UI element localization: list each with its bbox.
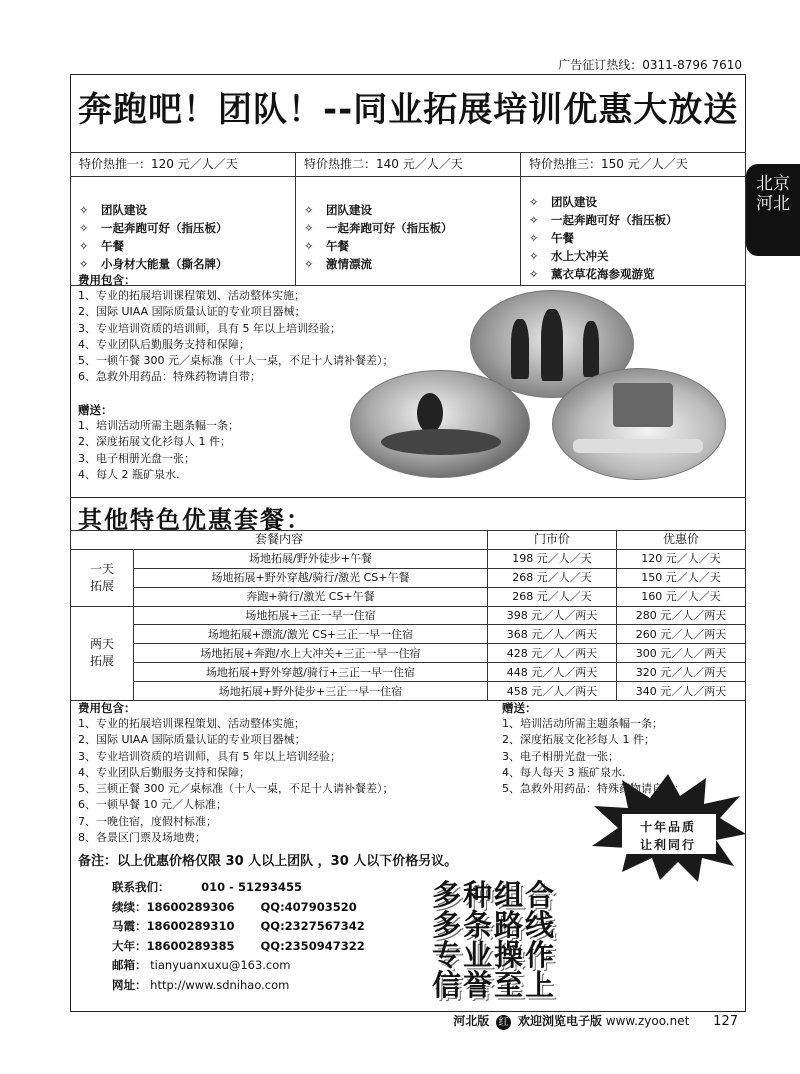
retail-price-cell: 198 元／人／天 <box>488 549 617 568</box>
list-item: 4、专业团队后勤服务支持和保障； <box>78 765 250 779</box>
retail-price-cell: 428 元／人／两天 <box>488 644 617 663</box>
group-name-line: 拓展 <box>89 578 114 593</box>
website-row <box>112 976 365 996</box>
table-row <box>71 644 746 663</box>
list-item: 5、急救外用药品：特殊药物请自带； <box>502 782 685 796</box>
gifts-1-title: 赠送： <box>78 403 113 417</box>
fee-includes-1-title: 费用包含： <box>78 273 136 287</box>
package-item <box>529 211 737 229</box>
website-link[interactable]: http://www.sdnihao.com <box>150 977 290 992</box>
package-item-label: 激情漂流 <box>326 257 372 271</box>
list-item: 8、各景区门票及场地费； <box>78 831 206 845</box>
section-divider <box>70 497 746 498</box>
list-item: 6、一顿早餐 10 元／人标准； <box>78 798 227 812</box>
package-3-header: 特价热推三：150 元／人／天 <box>521 153 746 177</box>
package-1-items <box>71 177 296 286</box>
package-content-cell: 场地拓展+野外穿越/骑行/激光 CS+午餐 <box>134 568 488 587</box>
discount-price-cell: 280 元／人／两天 <box>617 606 746 625</box>
package-2-items <box>296 177 521 286</box>
package-item-label: 水上大冲关 <box>551 249 609 263</box>
discount-price-cell: 340 元／人／两天 <box>617 682 746 701</box>
slogan-line-1: 多种组合 <box>432 878 557 912</box>
list-item: 5、三顿正餐 300 元／桌标准（十人一桌，不足十人请补餐差）； <box>78 782 394 796</box>
sparkle-bullet-icon: ✧ <box>304 239 314 253</box>
package-content-cell: 场地拓展+漂流/激光 CS+三正一早一住宿 <box>134 625 488 644</box>
table-row <box>71 606 746 625</box>
contact-person-tel[interactable]: 18600289310 <box>146 919 235 933</box>
footer-edition: 河北版 <box>453 1014 490 1028</box>
starburst-text <box>610 818 726 854</box>
footer-badge-icon: 红 <box>496 1015 511 1030</box>
page-number: 127 <box>713 1014 738 1029</box>
discount-price-cell: 300 元／人／两天 <box>617 644 746 663</box>
contact-person-qq: QQ:2327567342 <box>260 919 365 933</box>
package-item <box>304 201 512 219</box>
contact-block <box>112 878 365 995</box>
package-item-label: 团队建设 <box>101 203 147 217</box>
sparkle-bullet-icon: ✧ <box>304 221 314 235</box>
sparkle-bullet-icon: ✧ <box>79 257 89 271</box>
footer-site-link[interactable]: www.zyoo.net <box>605 1014 690 1028</box>
col-header-discount: 优惠价 <box>617 531 746 550</box>
contact-person-qq: QQ:407903520 <box>260 899 357 914</box>
sparkle-bullet-icon: ✧ <box>529 231 539 245</box>
fee-includes-2-title: 费用包含： <box>78 701 136 715</box>
gifts-2-title: 赠送： <box>502 701 537 715</box>
package-item-label: 团队建设 <box>326 203 372 217</box>
email-row <box>112 956 365 976</box>
list-item: 4、专业团队后勤服务支持和保障； <box>78 337 250 351</box>
price-note: 备注：以上优惠价格仅限 30 人以上团队 ，30 人以下价格另议。 <box>78 854 458 869</box>
package-item <box>79 237 287 255</box>
region-tab-line-2: 河北 <box>756 194 790 214</box>
package-item <box>529 247 737 265</box>
sparkle-bullet-icon: ✧ <box>529 213 539 227</box>
package-content-cell: 场地拓展/野外徒步+午餐 <box>134 549 488 568</box>
package-content-cell: 场地拓展+野外穿越/骑行+三正一早一住宿 <box>134 663 488 682</box>
list-item: 1、培训活动所需主题条幅一条； <box>502 717 663 730</box>
package-item <box>79 201 287 219</box>
package-item <box>304 255 512 273</box>
contact-person-name: 马霞： <box>112 919 147 933</box>
sparkle-bullet-icon: ✧ <box>304 257 314 271</box>
group-name <box>71 549 134 606</box>
package-item <box>79 219 287 237</box>
list-item: 1、专业的拓展培训课程策划、活动整体实施； <box>78 717 305 730</box>
contact-person-name: 续续： <box>112 899 147 914</box>
package-item-label: 一起奔跑可好（指压板） <box>551 213 678 227</box>
list-item: 1、培训活动所需主题条幅一条； <box>78 419 239 432</box>
package-content-cell: 场地拓展+三正一早一住宿 <box>134 606 488 625</box>
list-item: 4、每人 2 瓶矿泉水. <box>78 467 180 481</box>
website-label: 网址： <box>112 977 147 992</box>
retail-price-cell: 448 元／人／两天 <box>488 663 617 682</box>
list-item: 5、一顿午餐 300 元／桌标准（十人一桌，不足十人请补餐差）； <box>78 354 394 368</box>
slogan-line-3: 专业操作 <box>432 938 557 972</box>
discount-price-cell: 260 元／人／两天 <box>617 625 746 644</box>
page-footer <box>453 1012 738 1030</box>
footer-browse-text: 欢迎浏览电子版 <box>517 1014 602 1028</box>
package-item <box>529 265 737 283</box>
main-title: 奔跑吧！团队！--同业拓展培训优惠大放送 <box>78 90 739 130</box>
retail-price-cell: 268 元／人／天 <box>488 587 617 606</box>
contact-person-row <box>112 917 365 937</box>
discount-price-cell: 150 元／人／天 <box>617 568 746 587</box>
list-item: 2、深度拓展文化衫每人 1 件； <box>78 435 231 449</box>
discount-price-cell: 320 元／人／两天 <box>617 663 746 682</box>
group-name <box>71 606 134 700</box>
list-item: 3、专业培训资质的培训师，具有 5 年以上培训经验； <box>78 321 341 335</box>
contact-phone-row <box>112 878 365 898</box>
contact-person-qq: QQ:2350947322 <box>260 938 365 953</box>
list-item: 6、急救外用药品：特殊药物请自带； <box>78 370 261 384</box>
other-packages-table <box>70 530 746 701</box>
retail-price-cell: 398 元／人／两天 <box>488 606 617 625</box>
starburst-line-2: 让利同行 <box>639 838 696 852</box>
package-item-label: 午餐 <box>101 239 124 253</box>
package-item-label: 午餐 <box>551 231 574 245</box>
package-item <box>304 219 512 237</box>
table-row <box>71 682 746 701</box>
slogan-line-4: 信誉至上 <box>432 968 557 1002</box>
group-name-line: 两天 <box>89 637 114 652</box>
contact-title: 联系我们： <box>112 880 170 894</box>
contact-phone[interactable]: 010 - 51293455 <box>201 880 302 894</box>
region-tab-line-1: 北京 <box>756 174 790 194</box>
sparkle-bullet-icon: ✧ <box>79 221 89 235</box>
slogan-line-2: 多条路线 <box>432 908 557 942</box>
table-row <box>71 663 746 682</box>
discount-price-cell: 160 元／人／天 <box>617 587 746 606</box>
email-link[interactable]: tianyuanxuxu@163.com <box>150 958 291 972</box>
slogan-block <box>432 880 682 1000</box>
table-row <box>71 625 746 644</box>
region-tab <box>746 164 800 256</box>
sparkle-bullet-icon: ✧ <box>529 195 539 209</box>
package-item-label: 一起奔跑可好（指压板） <box>101 221 228 235</box>
special-packages-table <box>70 152 746 286</box>
water-obstacle-photo <box>552 368 726 480</box>
other-packages-title: 其他特色优惠套餐： <box>78 506 312 534</box>
discount-price-cell: 120 元／人／天 <box>617 549 746 568</box>
starburst-line-1: 十年品质 <box>639 820 696 834</box>
package-content-cell: 场地拓展+野外徒步+三正一早一住宿 <box>134 682 488 701</box>
fee-includes-1 <box>78 272 458 386</box>
list-item: 2、国际 UIAA 国际质量认证的专业项目器械； <box>78 305 306 319</box>
fee-includes-2 <box>78 700 498 846</box>
contact-person-tel[interactable]: 18600289306 <box>146 899 235 914</box>
sparkle-bullet-icon: ✧ <box>529 267 539 281</box>
contact-person-tel[interactable]: 18600289385 <box>146 938 235 953</box>
sparkle-bullet-icon: ✧ <box>529 249 539 263</box>
package-item-label: 小身材大能量（撕名牌） <box>101 257 228 271</box>
email-label: 邮箱： <box>112 958 147 972</box>
package-2-header: 特价热推二：140 元／人／天 <box>296 153 521 177</box>
retail-price-cell: 368 元／人／两天 <box>488 625 617 644</box>
retail-price-cell: 268 元／人／天 <box>488 568 617 587</box>
package-3-items <box>521 177 746 286</box>
contact-person-row <box>112 937 365 957</box>
package-content-cell: 场地拓展+奔跑/水上大冲关+三正一早一住宿 <box>134 644 488 663</box>
table-row <box>71 568 746 587</box>
contact-person-row <box>112 898 365 918</box>
group-name-line: 拓展 <box>89 654 114 669</box>
group-name-line: 一天 <box>89 561 114 576</box>
list-item: 2、深度拓展文化衫每人 1 件； <box>502 733 655 747</box>
package-content-cell: 奔跑+骑行/激光 CS+午餐 <box>134 587 488 606</box>
ad-hotline: 广告征订热线：0311-8796 7610 <box>558 58 742 72</box>
col-header-content: 套餐内容 <box>71 531 488 550</box>
contact-person-name: 大年： <box>112 938 147 953</box>
package-1-header: 特价热推一：120 元／人／天 <box>71 153 296 177</box>
list-item: 3、电子相册光盘一张； <box>78 451 195 465</box>
package-item-label: 团队建设 <box>551 195 597 209</box>
rafting-photo <box>350 370 530 478</box>
list-item: 2、国际 UIAA 国际质量认证的专业项目器械； <box>78 733 306 747</box>
col-header-retail: 门市价 <box>488 531 617 550</box>
table-row <box>71 587 746 606</box>
sparkle-bullet-icon: ✧ <box>304 203 314 217</box>
package-item-label: 薰衣草花海参观游览 <box>551 267 655 281</box>
retail-price-cell: 458 元／人／两天 <box>488 682 617 701</box>
package-item-label: 一起奔跑可好（指压板） <box>326 221 453 235</box>
list-item: 4、每人每天 3 瓶矿泉水. <box>502 765 626 779</box>
sparkle-bullet-icon: ✧ <box>79 203 89 217</box>
package-item <box>529 193 737 211</box>
list-item: 1、专业的拓展培训课程策划、活动整体实施； <box>78 289 305 302</box>
list-item: 3、电子相册光盘一张； <box>502 749 619 763</box>
package-item <box>529 229 737 247</box>
table-row <box>71 549 746 568</box>
list-item: 3、专业培训资质的培训师，具有 5 年以上培训经验； <box>78 749 341 763</box>
list-item: 7、一晚住宿，度假村标准； <box>78 814 217 828</box>
package-item <box>304 237 512 255</box>
package-item <box>79 255 287 273</box>
package-item-label: 午餐 <box>326 239 349 253</box>
sparkle-bullet-icon: ✧ <box>79 239 89 253</box>
